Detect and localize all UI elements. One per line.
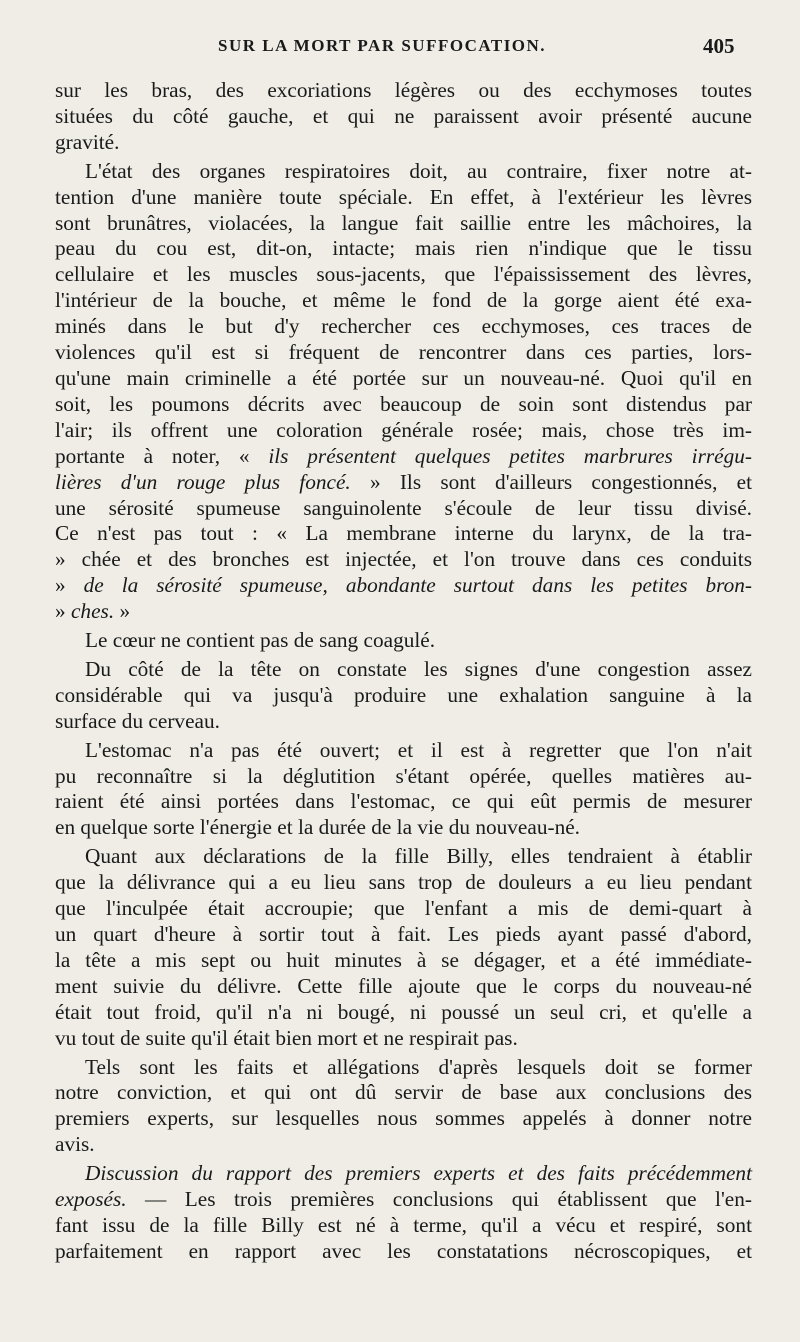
text-line: sur les bras, des excoriations légères ou des ecchymoses toutes bbox=[55, 78, 752, 102]
text-segment: » bbox=[55, 573, 84, 598]
paragraph bbox=[55, 657, 752, 735]
text-line: ment suivie du délivre. Cette fille ajoute que le corps du nouveau-né bbox=[55, 973, 752, 998]
text-line: notre conviction, et qui ont dû servir de base aux conclusions des bbox=[55, 1080, 752, 1105]
page-number: 405 bbox=[703, 34, 735, 58]
text-line: violences qu'il est si fréquent de rencontrer dans ces parties, lors- bbox=[55, 340, 752, 365]
text-line: un quart d'heure à sortir tout à fait. Les pieds ayant passé d'abord, bbox=[55, 922, 752, 946]
text-line: Le cœur ne contient pas de sang coagulé. bbox=[85, 628, 436, 653]
text-line: l'intérieur de la bouche, et même le fond de la gorge aient été exa- bbox=[55, 288, 752, 313]
text-line: que l'inculpée était accroupie; que l'enfant a mis de demi-quart à bbox=[55, 896, 752, 921]
text-line: L'état des organes respiratoires doit, au contraire, fixer notre at- bbox=[85, 158, 752, 183]
text-line: Ce n'est pas tout : « La membrane interne du larynx, de la tra- bbox=[55, 521, 752, 546]
italic-segment: Discussion du rapport des premiers experts et des faits précédemment bbox=[85, 1161, 752, 1186]
text-line: sont brunâtres, violacées, la langue fait saillie entre les mâchoires, la bbox=[55, 210, 752, 235]
text-line: cellulaire et les muscles sous-jacents, que l'épaississement des lèvres, bbox=[55, 262, 752, 287]
italic-segment: exposés. bbox=[55, 1187, 127, 1212]
italic-segment: lières d'un rouge plus foncé. bbox=[55, 469, 351, 494]
text-line: raient été ainsi portées dans l'estomac, ce qui eût permis de mesurer bbox=[55, 789, 752, 814]
paragraph bbox=[55, 159, 752, 625]
text-line: tention d'une manière toute spéciale. En effet, à l'extérieur les lèvres bbox=[55, 184, 752, 209]
text-line: situées du côté gauche, et qui ne paraissent avoir présenté aucune bbox=[55, 103, 752, 128]
italic-segment: de la sérosité spumeuse, abondante surtout dans les petites bron- bbox=[83, 573, 752, 598]
text-line: premiers experts, sur lesquelles nous sommes appelés à donner notre bbox=[55, 1106, 752, 1131]
paragraph bbox=[55, 1055, 752, 1159]
text-line: L'estomac n'a pas été ouvert; et il est à regretter que l'on n'ait bbox=[85, 737, 752, 762]
paragraph bbox=[55, 738, 752, 842]
text-line bbox=[55, 573, 752, 599]
text-line: soit, les poumons décrits avec beaucoup de soin sont distendus par bbox=[55, 391, 752, 416]
text-segment: » bbox=[114, 599, 131, 624]
text-line: surface du cerveau. bbox=[55, 708, 220, 733]
text-line: en quelque sorte l'énergie et la durée de la vie du nouveau-né. bbox=[55, 815, 580, 840]
running-title: SUR LA MORT PAR SUFFOCATION. bbox=[218, 36, 547, 55]
text-segment: » Ils sont d'ailleurs congestionnés, et bbox=[350, 469, 752, 494]
italic-segment: ils présentent quelques petites marbrures irrégu- bbox=[268, 443, 752, 468]
paragraph bbox=[55, 844, 752, 1051]
text-line: avis. bbox=[55, 1132, 95, 1157]
text-line: pu reconnaître si la déglutition s'étant opérée, quelles matières au- bbox=[55, 763, 752, 788]
text-line bbox=[55, 470, 752, 496]
text-line: fant issu de la fille Billy est né à terme, qu'il a vécu et respiré, sont bbox=[55, 1212, 752, 1237]
body-text bbox=[55, 78, 752, 1265]
text-line: gravité. bbox=[55, 129, 120, 154]
text-line bbox=[55, 1161, 752, 1187]
text-segment: — Les trois premières conclusions qui établissent que l'en- bbox=[126, 1187, 752, 1212]
text-line: que la délivrance qui a eu lieu sans trop de douleurs a eu lieu pendant bbox=[55, 870, 752, 895]
paragraph bbox=[55, 1161, 752, 1265]
italic-segment: ches. bbox=[70, 599, 115, 624]
text-line: Tels sont les faits et allégations d'après lesquels doit se former bbox=[85, 1054, 752, 1079]
text-line: une sérosité spumeuse sanguinolente s'écoule de leur tissu divisé. bbox=[55, 495, 752, 520]
text-line: peau du cou est, dit-on, intacte; mais rien n'indique que le tissu bbox=[55, 236, 752, 261]
text-line bbox=[55, 599, 752, 625]
text-line: vu tout de suite qu'il était bien mort et ne respirait pas. bbox=[55, 1025, 518, 1050]
text-line: considérable qui va jusqu'à produire une exhalation sanguine à la bbox=[55, 682, 752, 707]
text-line: l'air; ils offrent une coloration générale rosée; mais, chose très im- bbox=[55, 417, 752, 442]
text-line: Quant aux déclarations de la fille Billy, elles tendraient à établir bbox=[85, 844, 752, 869]
text-segment: » bbox=[55, 599, 71, 624]
text-line: était tout froid, qu'il n'a ni bougé, ni poussé un seul cri, et qu'elle a bbox=[55, 999, 752, 1024]
text-line: Du côté de la tête on constate les signes d'une congestion assez bbox=[85, 656, 752, 681]
paragraph bbox=[55, 628, 752, 654]
text-line: minés dans le but d'y rechercher ces ecchymoses, ces traces de bbox=[55, 314, 752, 339]
text-line bbox=[55, 444, 752, 470]
text-line: parfaitement en rapport avec les constatations nécroscopiques, et bbox=[55, 1238, 752, 1263]
text-line bbox=[55, 1187, 752, 1213]
text-line: qu'une main criminelle a été portée sur un nouveau-né. Quoi qu'il en bbox=[55, 365, 752, 390]
page-header bbox=[0, 34, 800, 66]
text-line: la tête a mis sept ou huit minutes à se dégager, et a été immédiate- bbox=[55, 947, 752, 972]
text-segment: portante à noter, « bbox=[55, 443, 269, 468]
paragraph bbox=[55, 78, 752, 156]
text-line: » chée et des bronches est injectée, et l'on trouve dans ces conduits bbox=[55, 547, 752, 572]
